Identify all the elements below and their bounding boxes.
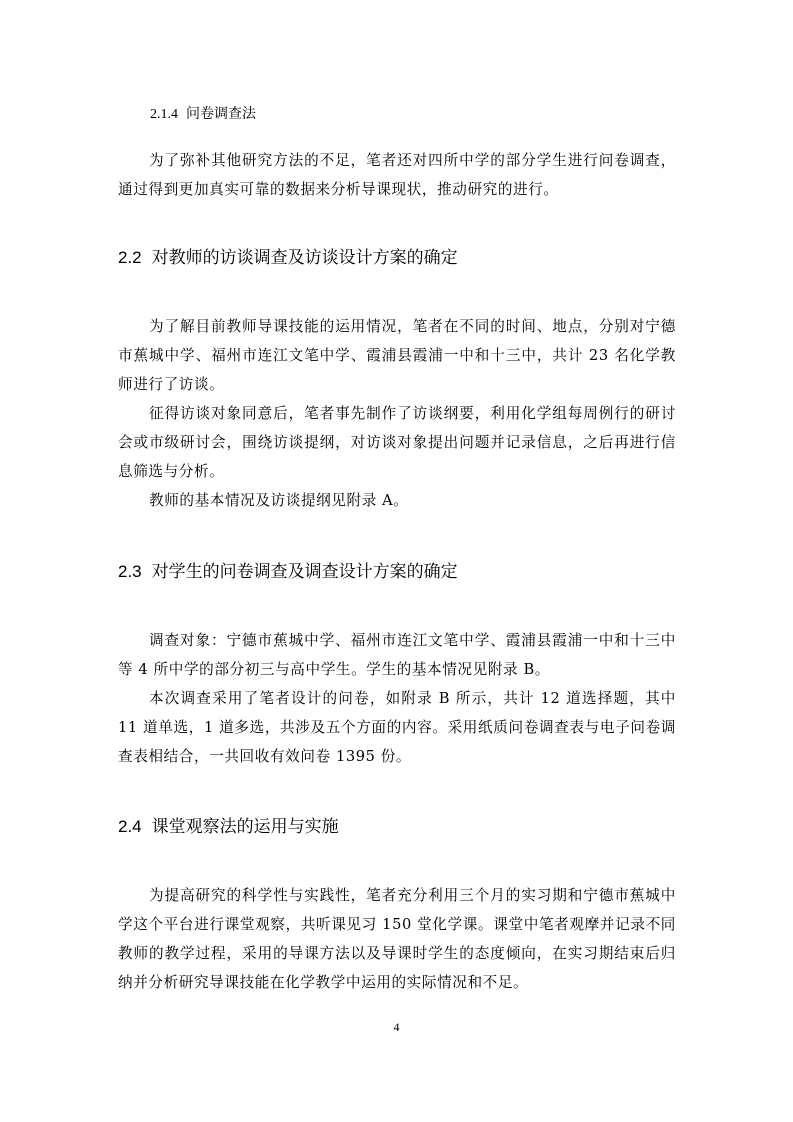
section-number: 2.3	[118, 562, 142, 581]
section-heading-2-4	[118, 815, 339, 839]
subsection-number: 2.1.4	[150, 107, 178, 122]
subsection-heading-2-1-4	[150, 104, 256, 125]
section-number: 2.4	[118, 817, 142, 836]
paragraph-2-2-1: 为了解目前教师导课技能的运用情况，笔者在不同的时间、地点，分别对宁德市蕉城中学、福州市连江文笔中学、霞浦县霞浦一中和十三中，共计 23 名化学教师进行了访谈。	[118, 318, 676, 393]
paragraph-2-2-3: 教师的基本情况及访谈提纲见附录 A。	[149, 492, 409, 509]
paragraph-2-1-4-1: 为了弥补其他研究方法的不足，笔者还对四所中学的部分学生进行问卷调查，通过得到更加真实可靠的数据来分析导课现状，推动研究的进行。	[118, 152, 676, 198]
page-number: 4	[393, 1020, 400, 1034]
section-title: 对教师的访谈调查及访谈设计方案的确定	[151, 248, 458, 268]
paragraph-2-3-2: 本次调查采用了笔者设计的问卷，如附录 B 所示，共计 12 道选择题，其中 11 道单选，1 道多选，共涉及五个方面的内容。采用纸质问卷调查表与电子问卷调查表相结合，一共回收有效问卷 1395 份。	[118, 690, 676, 765]
section-heading-2-2	[118, 246, 458, 270]
section-title: 对学生的问卷调查及调查设计方案的确定	[151, 562, 458, 582]
paragraph-2-4-1: 为提高研究的科学性与实践性，笔者充分利用三个月的实习期和宁德市蕉城中学这个平台进行课堂观察，共听课见习 150 堂化学课。课堂中笔者观摩并记录不同教师的教学过程，采用的导课方法以及导课时学生的态度倾向，在实习期结束后归纳并分析研究导课技能在化学教学中运用的实际情况和不足。	[118, 887, 676, 991]
section-title: 课堂观察法的运用与实施	[151, 817, 339, 837]
section-heading-2-3	[118, 560, 458, 584]
subsection-title: 问卷调查法	[186, 106, 256, 122]
paragraph-2-3-1: 调查对象：宁德市蕉城中学、福州市连江文笔中学、霞浦县霞浦一中和十三中等 4 所中学的部分初三与高中学生。学生的基本情况见附录 B。	[118, 632, 676, 678]
paragraph-2-2-2: 征得访谈对象同意后，笔者事先制作了访谈纲要，利用化学组每周例行的研讨会或市级研讨会，围绕访谈提纲，对访谈对象提出问题并记录信息，之后再进行信息筛选与分析。	[118, 405, 676, 480]
section-number: 2.2	[118, 248, 142, 267]
